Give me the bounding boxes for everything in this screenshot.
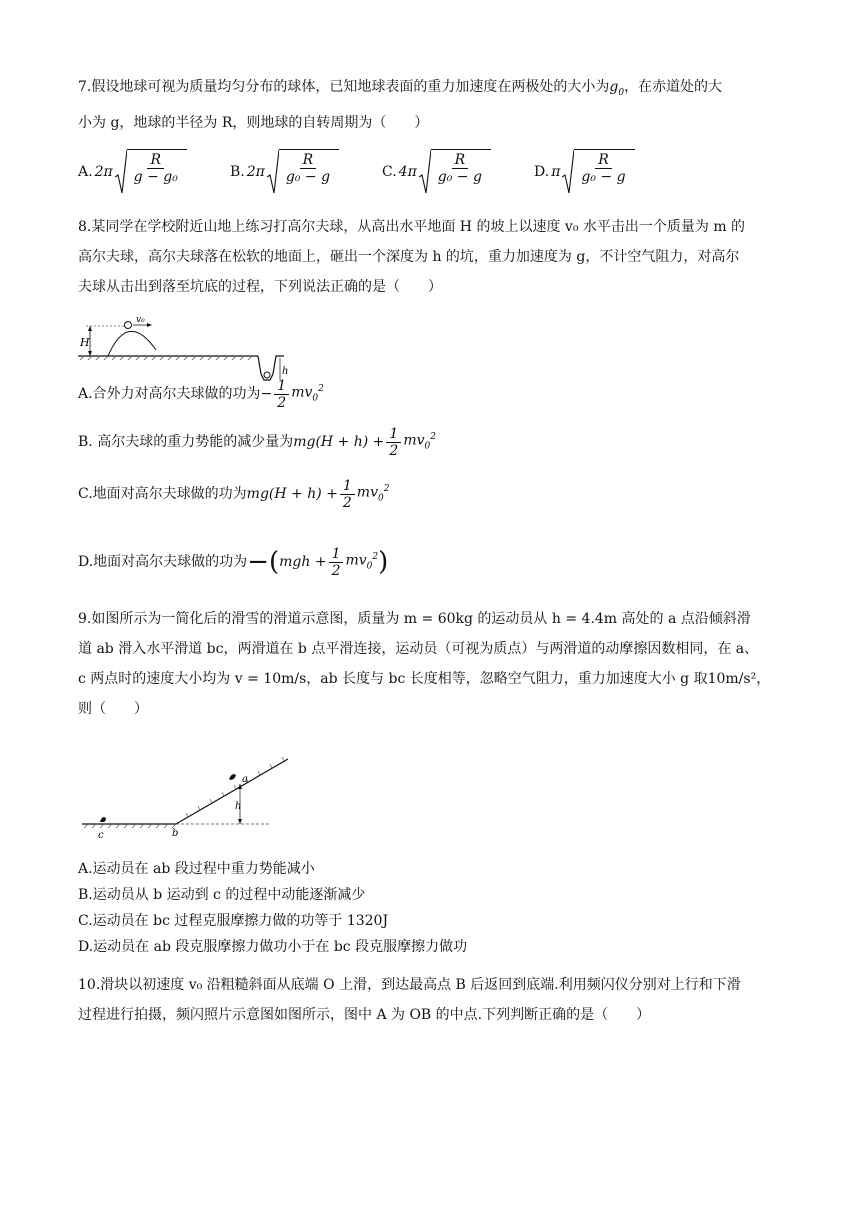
q7-option-b-label: B. — [230, 164, 245, 180]
q8-option-c-text: C.地面对高尔夫球做的功为 — [78, 486, 247, 502]
q8-line-1: 8.某同学在学校附近山地上练习打高尔夫球，从高出水平地面 H 的坡上以速度 v₀ 水平击出一个质量为 m 的 — [78, 219, 746, 235]
q7-option-a-label: A. — [78, 164, 93, 180]
q9-option-d[interactable]: D.运动员在 ab 段克服摩擦力做功小于在 bc 段克服摩擦力做功 — [78, 939, 468, 955]
q7-option-a-coef: 2π — [94, 164, 113, 180]
q9-line-3: c 两点时的速度大小均为 v = 10m/s，ab 长度与 bc 长度相等，忽略空气阻力，重力加速度大小 g 取10m/s²， — [78, 671, 771, 687]
q8-option-a[interactable]: A.合外力对高尔夫球做的功为 − $\frac{1}{2}$ $mv_0^2$ — [78, 377, 324, 411]
q8-option-d-text: D.地面对高尔夫球做的功为 — [78, 554, 248, 570]
q8-option-c-math: mg(H + h) + — [246, 486, 338, 502]
q8-option-d-math: mgh + — [279, 554, 327, 570]
ski-slope-figure — [82, 756, 304, 842]
q8-option-d[interactable]: D.地面对高尔夫球做的功为 −( mgh + $\frac{1}{2}$ $mv_0^2$ ) — [78, 545, 389, 579]
fig-label-b: b — [172, 828, 179, 839]
q7-option-d-coef: π — [551, 164, 561, 180]
q7-option-c-label: C. — [382, 164, 397, 180]
q8-option-b-text: B. 高尔夫球的重力势能的减少量为 — [78, 434, 294, 450]
fig-label-a: a — [242, 774, 248, 785]
q8-option-b-math: mg(H + h) + — [293, 434, 385, 450]
q7-option-d-label: D. — [534, 164, 550, 180]
q8-option-a-text: A.合外力对高尔夫球做的功为 — [78, 386, 261, 402]
q9-option-c[interactable]: C.运动员在 bc 过程克服摩擦力做的功等于 1320J — [78, 913, 389, 929]
sqrt-symbol-icon: $\frac{R}{\text{g − g₀}}$ — [115, 149, 187, 195]
fig-label-c: c — [98, 830, 104, 841]
question-9-stem — [78, 604, 784, 724]
fig-label-h: h — [282, 366, 289, 377]
q9-line-2: 道 ab 滑入水平滑道 bc，两滑道在 b 点平滑连接，运动员（可视为质点）与两滑道的动摩擦因数相同，在 a、 — [78, 641, 759, 657]
q7-options — [78, 144, 798, 200]
q7-option-c-coef: 4π — [398, 164, 417, 180]
fig-label-H: H — [80, 336, 90, 349]
q7-option-a[interactable] — [78, 144, 187, 200]
q8-option-d-paren-open: −( — [247, 547, 280, 577]
q7-stem-part-b: ，在赤道处的大 — [624, 79, 723, 95]
q7-stem-part-a: 7.假设地球可视为质量均匀分布的球体，已知地球表面的重力加速度在两极处的大小为 — [78, 79, 610, 95]
q7-option-d[interactable] — [534, 144, 635, 200]
question-10-stem — [78, 970, 784, 1030]
sqrt-symbol-icon: $\frac{R}{\text{g₀ − g}}$ — [419, 149, 491, 195]
q7-option-c[interactable] — [382, 144, 491, 200]
fig-label-h: h — [235, 801, 242, 812]
q8-line-2: 高尔夫球，高尔夫球落在松软的地面上，砸出一个深度为 h 的坑，重力加速度为 g，不计空气阻力，对高尔 — [78, 249, 740, 265]
q7-stem-part-c: 小为 g，地球的半径为 R，则地球的自转周期为（ ） — [78, 114, 429, 131]
question-8-stem — [78, 212, 784, 302]
sqrt-symbol-icon: $\frac{R}{\text{g₀ − g}}$ — [562, 149, 634, 195]
q7-option-b[interactable] — [230, 144, 339, 200]
q9-option-a[interactable]: A.运动员在 ab 段过程中重力势能减小 — [78, 861, 315, 877]
q8-option-a-math: − — [260, 386, 273, 402]
fig-label-v0: v₀ — [136, 316, 145, 325]
q10-line-1: 10.滑块以初速度 v₀ 沿粗糙斜面从底端 O 上滑，到达最高点 B 后返回到底端.利用频闪仪分别对上行和下滑 — [78, 977, 741, 993]
q8-option-d-paren-close: ) — [378, 547, 389, 577]
q10-line-2: 过程进行拍摄，频闪照片示意图如图所示，图中 A 为 OB 的中点.下列判断正确的是（ ） — [78, 1007, 651, 1023]
q9-line-1: 9.如图所示为一简化后的滑雪的滑道示意图，质量为 m = 60kg 的运动员从 h = 4.4m 高处的 a 点沿倾斜滑 — [78, 611, 751, 627]
q7-g0: $g_0$ — [609, 79, 625, 98]
q9-line-4: 则（ ） — [78, 701, 148, 717]
question-7-stem — [78, 72, 784, 138]
q7-option-b-coef: 2π — [246, 164, 265, 180]
sqrt-symbol-icon: $\frac{R}{\text{g₀ − g}}$ — [267, 149, 339, 195]
q9-option-b[interactable]: B.运动员从 b 运动到 c 的过程中动能逐渐减少 — [78, 887, 366, 903]
q8-option-c[interactable]: C.地面对高尔夫球做的功为 mg(H + h) + $\frac{1}{2}$ $mv_0^2$ — [78, 477, 390, 511]
q8-line-3: 夫球从击出到落至坑底的过程，下列说法正确的是（ ） — [78, 279, 442, 295]
q8-option-b[interactable]: B. 高尔夫球的重力势能的减少量为 mg(H + h) + $\frac{1}{2}$ $mv_0^2$ — [78, 425, 436, 459]
